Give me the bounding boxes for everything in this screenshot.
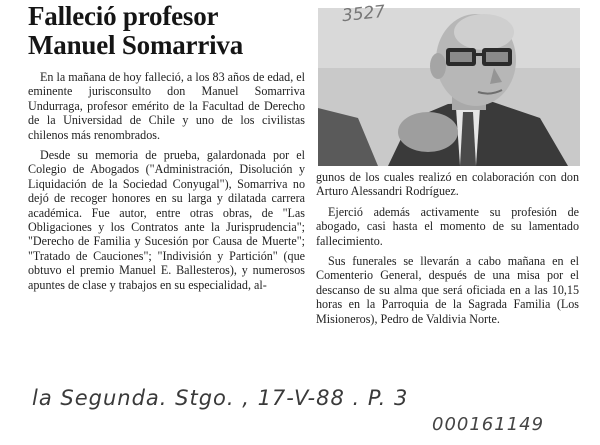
source-note: la Segunda. Stgo. , 17-V-88 . P. 3	[32, 386, 409, 410]
portrait-photo	[318, 8, 580, 166]
article-column-right	[316, 170, 579, 332]
paragraph: Ejerció además activamente su profesión de abogado, casi hasta el momento de su lamentado fallecimiento.	[316, 204, 579, 248]
paragraph: Sus funerales se llevarán a cabo mañana en el Comenterio General, después de una misa por el descanso de su alma que será oficiada en a las 10,15 horas en la Parroquia de la Sagrada Familia (Los Misioneros), Pedro de Valdivia Norte.	[316, 254, 579, 326]
headline-line-2: Manuel Somarriva	[28, 30, 244, 60]
article-column-left	[28, 70, 305, 298]
paragraph: gunos de los cuales realizó en colaboración con don Arturo Alessandri Rodríguez.	[316, 170, 579, 199]
headline-line-1: Falleció profesor	[28, 1, 219, 31]
archive-number: 3527	[341, 1, 387, 27]
headline	[28, 2, 243, 60]
paragraph: En la mañana de hoy falleció, a los 83 años de edad, el eminente jurisconsulto don Manuel Somarriva Undurraga, profesor emérito de la Facultad de Derecho de la Universidad de Chile y uno de los civilistas chilenos más renombrados.	[28, 70, 305, 142]
portrait-photo-icon	[318, 8, 580, 166]
catalog-stamp: 000161149	[432, 414, 545, 435]
paragraph: Desde su memoria de prueba, galardonada por el Colegio de Abogados ("Administración, Disolución y Liquidación de la Sociedad Conyugal"), Somarriva no dejó de recoger honores en su larga y dilatada carrera académica. Fue autor, entre otras obras, de "Las Obligaciones y los Contratos ante la Jurisprudencia"; "Derecho de Familia y Sucesión por Causa de Muerte"; "Tratado de Cauciones"; "Indivisión y Partición" (que obtuvo el premio Manuel E. Ballesteros), y numerosos apuntes de clase y trabajos en su especialidad, al-	[28, 148, 305, 292]
